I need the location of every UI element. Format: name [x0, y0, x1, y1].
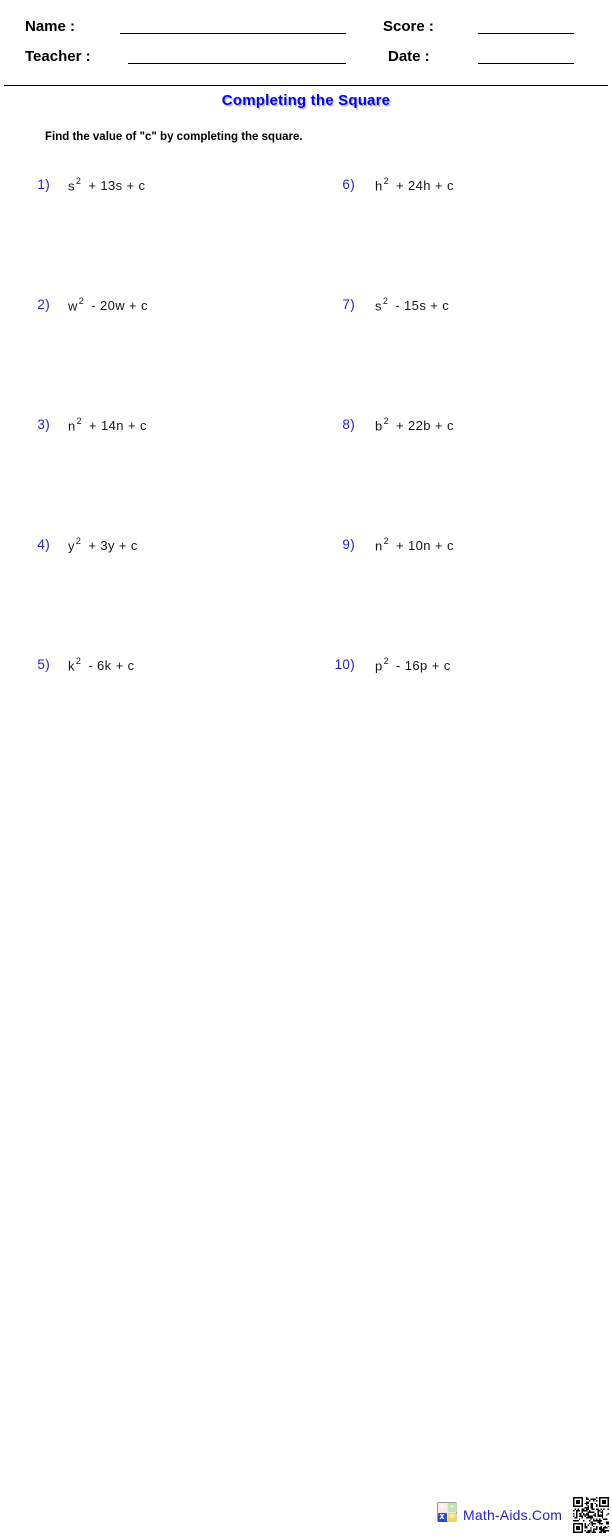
- problem-expression: $w^2 - 20w + c$: [68, 296, 148, 314]
- name-label: Name :: [25, 18, 76, 35]
- problem-number: 6): [342, 177, 355, 192]
- equals-icon: =: [449, 1511, 455, 1522]
- plus-icon: +: [439, 1501, 445, 1512]
- problem-expression: $y^2 + 3y + c$: [68, 536, 138, 554]
- problem-number: 9): [342, 537, 355, 552]
- problem-column-left: [20, 177, 310, 777]
- problem-9: [325, 537, 612, 657]
- times-icon: x: [439, 1511, 445, 1522]
- qr-code: [573, 1497, 609, 1533]
- problem-number: 4): [37, 537, 50, 552]
- problem-6: [325, 177, 612, 297]
- problem-expression: $b^2 + 22b + c$: [375, 416, 454, 434]
- page-footer: [0, 745, 612, 1523]
- name-line: [120, 33, 346, 34]
- problem-number: 7): [342, 297, 355, 312]
- problem-expression: $n^2 + 10n + c$: [375, 536, 454, 554]
- teacher-label: Teacher :: [25, 48, 91, 65]
- problem-expression: $s^2 + 13s + c$: [68, 176, 146, 194]
- problem-number: 1): [37, 177, 50, 192]
- problem-number: 3): [37, 417, 50, 432]
- problem-7: [325, 297, 612, 417]
- teacher-line: [128, 63, 346, 64]
- problem-expression: $k^2 - 6k + c$: [68, 656, 135, 674]
- problem-1: [20, 177, 310, 297]
- problem-number: 10): [334, 657, 355, 672]
- math-aids-link[interactable]: Math-Aids.Com: [463, 1507, 563, 1523]
- minus-icon: -: [449, 1501, 455, 1512]
- problem-number: 5): [37, 657, 50, 672]
- score-label: Score :: [383, 18, 434, 35]
- problem-8: [325, 417, 612, 537]
- worksheet-title: Completing the Square: [221, 92, 391, 109]
- problem-number: 2): [37, 297, 50, 312]
- problem-4: [20, 537, 310, 657]
- problem-expression: $n^2 + 14n + c$: [68, 416, 147, 434]
- problem-2: [20, 297, 310, 417]
- math-aids-logo-icon: [437, 1502, 457, 1522]
- date-line: [478, 63, 574, 64]
- date-label: Date :: [388, 48, 430, 65]
- instruction-text: Find the value of "c" by completing the square.: [45, 131, 303, 143]
- problem-expression: $p^2 - 16p + c$: [375, 656, 451, 674]
- problem-3: [20, 417, 310, 537]
- problem-expression: $h^2 + 24h + c$: [375, 176, 454, 194]
- problem-column-right: [325, 177, 612, 777]
- problem-expression: $s^2 - 15s + c$: [375, 296, 450, 314]
- header-divider: [4, 85, 608, 86]
- problem-number: 8): [342, 417, 355, 432]
- score-line: [478, 33, 574, 34]
